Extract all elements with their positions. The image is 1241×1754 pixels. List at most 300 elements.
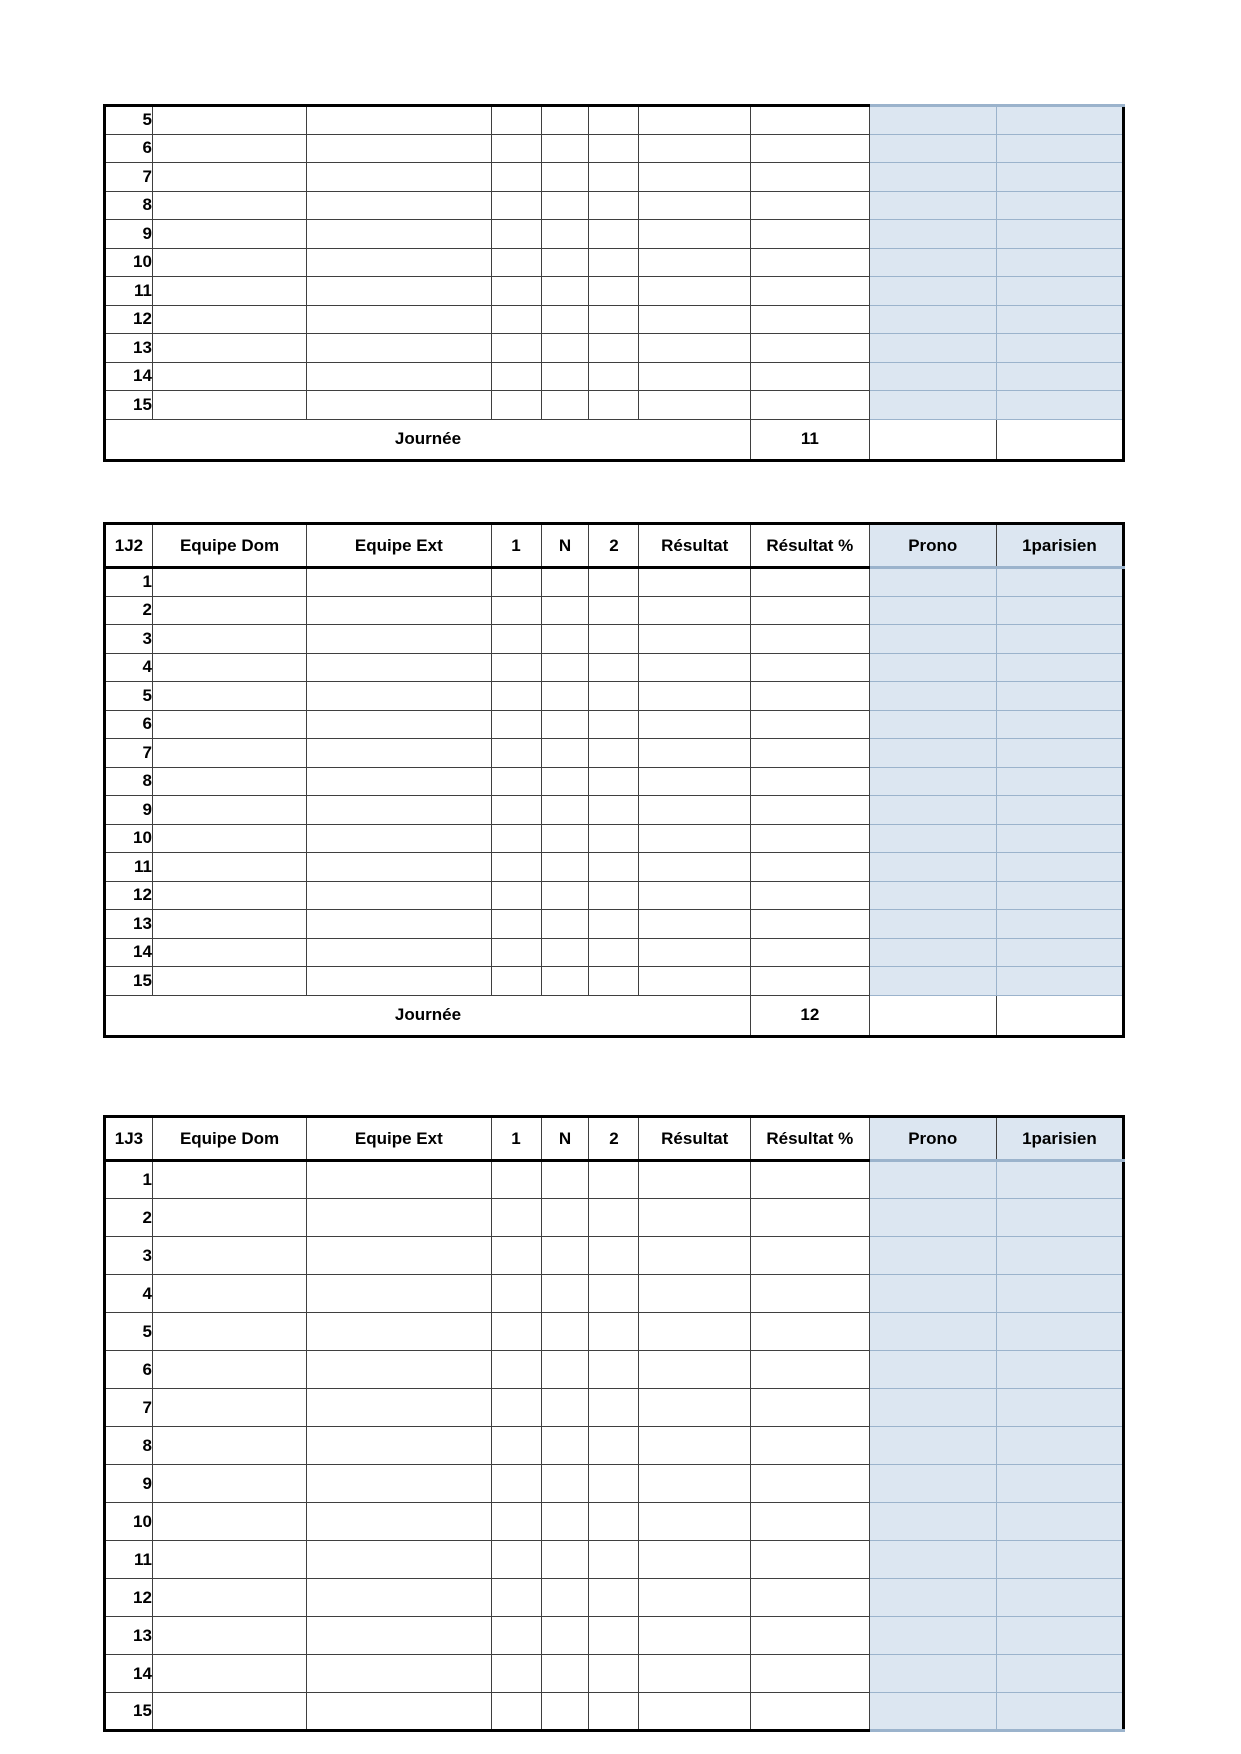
cell-equipe-dom[interactable] <box>152 1199 306 1237</box>
cell-resultat-pct[interactable] <box>750 682 869 711</box>
cell-prono[interactable] <box>869 853 996 882</box>
cell-2[interactable] <box>589 248 639 277</box>
cell-resultat-pct[interactable] <box>750 106 869 135</box>
cell-resultat[interactable] <box>639 305 750 334</box>
cell-resultat[interactable] <box>639 1541 750 1579</box>
cell-resultat-pct[interactable] <box>750 1199 869 1237</box>
cell-1[interactable] <box>491 1579 541 1617</box>
cell-resultat-pct[interactable] <box>750 220 869 249</box>
cell-prono[interactable] <box>869 1579 996 1617</box>
cell-equipe-ext[interactable] <box>307 653 491 682</box>
cell-n[interactable] <box>541 1351 589 1389</box>
cell-1parisien[interactable] <box>996 739 1123 768</box>
cell-equipe-dom[interactable] <box>152 1693 306 1731</box>
cell-equipe-ext[interactable] <box>307 191 491 220</box>
cell-n[interactable] <box>541 163 589 192</box>
cell-equipe-dom[interactable] <box>152 134 306 163</box>
cell-equipe-ext[interactable] <box>307 1313 491 1351</box>
cell-1parisien[interactable] <box>996 881 1123 910</box>
cell-equipe-dom[interactable] <box>152 568 306 597</box>
cell-resultat[interactable] <box>639 106 750 135</box>
cell-equipe-dom[interactable] <box>152 248 306 277</box>
cell-1[interactable] <box>491 1313 541 1351</box>
cell-1[interactable] <box>491 881 541 910</box>
cell-prono[interactable] <box>869 134 996 163</box>
cell-resultat[interactable] <box>639 248 750 277</box>
journee-prono-cell[interactable] <box>869 995 996 1036</box>
cell-n[interactable] <box>541 1389 589 1427</box>
cell-2[interactable] <box>589 625 639 654</box>
cell-equipe-ext[interactable] <box>307 1351 491 1389</box>
cell-2[interactable] <box>589 1161 639 1199</box>
cell-equipe-ext[interactable] <box>307 106 491 135</box>
cell-2[interactable] <box>589 362 639 391</box>
cell-prono[interactable] <box>869 220 996 249</box>
cell-n[interactable] <box>541 1427 589 1465</box>
cell-n[interactable] <box>541 1579 589 1617</box>
cell-n[interactable] <box>541 1237 589 1275</box>
cell-1[interactable] <box>491 739 541 768</box>
cell-2[interactable] <box>589 796 639 825</box>
cell-resultat[interactable] <box>639 191 750 220</box>
cell-1[interactable] <box>491 391 541 420</box>
cell-2[interactable] <box>589 1503 639 1541</box>
cell-2[interactable] <box>589 1275 639 1313</box>
cell-equipe-dom[interactable] <box>152 739 306 768</box>
cell-resultat[interactable] <box>639 1427 750 1465</box>
cell-equipe-dom[interactable] <box>152 1427 306 1465</box>
cell-equipe-dom[interactable] <box>152 305 306 334</box>
cell-1[interactable] <box>491 796 541 825</box>
cell-1[interactable] <box>491 134 541 163</box>
cell-prono[interactable] <box>869 1161 996 1199</box>
cell-resultat[interactable] <box>639 853 750 882</box>
cell-resultat[interactable] <box>639 568 750 597</box>
cell-2[interactable] <box>589 1579 639 1617</box>
cell-resultat-pct[interactable] <box>750 334 869 363</box>
cell-prono[interactable] <box>869 653 996 682</box>
cell-2[interactable] <box>589 391 639 420</box>
cell-prono[interactable] <box>869 568 996 597</box>
cell-resultat[interactable] <box>639 334 750 363</box>
cell-resultat-pct[interactable] <box>750 568 869 597</box>
cell-n[interactable] <box>541 1313 589 1351</box>
cell-prono[interactable] <box>869 1389 996 1427</box>
cell-1[interactable] <box>491 682 541 711</box>
cell-resultat-pct[interactable] <box>750 596 869 625</box>
cell-1parisien[interactable] <box>996 362 1123 391</box>
cell-prono[interactable] <box>869 1199 996 1237</box>
cell-resultat-pct[interactable] <box>750 1389 869 1427</box>
cell-resultat[interactable] <box>639 134 750 163</box>
cell-resultat-pct[interactable] <box>750 191 869 220</box>
cell-n[interactable] <box>541 938 589 967</box>
cell-resultat[interactable] <box>639 391 750 420</box>
cell-1parisien[interactable] <box>996 824 1123 853</box>
cell-resultat[interactable] <box>639 1313 750 1351</box>
cell-1parisien[interactable] <box>996 625 1123 654</box>
cell-1parisien[interactable] <box>996 710 1123 739</box>
cell-1parisien[interactable] <box>996 568 1123 597</box>
cell-resultat-pct[interactable] <box>750 134 869 163</box>
cell-n[interactable] <box>541 1275 589 1313</box>
cell-resultat-pct[interactable] <box>750 391 869 420</box>
cell-equipe-ext[interactable] <box>307 938 491 967</box>
cell-resultat[interactable] <box>639 362 750 391</box>
cell-resultat[interactable] <box>639 710 750 739</box>
cell-equipe-ext[interactable] <box>307 305 491 334</box>
cell-2[interactable] <box>589 1427 639 1465</box>
cell-resultat-pct[interactable] <box>750 824 869 853</box>
cell-prono[interactable] <box>869 1617 996 1655</box>
cell-2[interactable] <box>589 767 639 796</box>
cell-n[interactable] <box>541 625 589 654</box>
cell-1[interactable] <box>491 967 541 996</box>
cell-prono[interactable] <box>869 596 996 625</box>
cell-1parisien[interactable] <box>996 1693 1123 1731</box>
cell-n[interactable] <box>541 391 589 420</box>
cell-resultat-pct[interactable] <box>750 1237 869 1275</box>
cell-equipe-dom[interactable] <box>152 881 306 910</box>
cell-resultat[interactable] <box>639 967 750 996</box>
cell-n[interactable] <box>541 682 589 711</box>
cell-1[interactable] <box>491 305 541 334</box>
cell-prono[interactable] <box>869 796 996 825</box>
cell-resultat-pct[interactable] <box>750 881 869 910</box>
cell-prono[interactable] <box>869 391 996 420</box>
cell-1parisien[interactable] <box>996 277 1123 306</box>
cell-prono[interactable] <box>869 334 996 363</box>
cell-n[interactable] <box>541 1161 589 1199</box>
cell-resultat-pct[interactable] <box>750 1313 869 1351</box>
cell-1[interactable] <box>491 220 541 249</box>
cell-resultat-pct[interactable] <box>750 796 869 825</box>
cell-n[interactable] <box>541 1655 589 1693</box>
cell-1[interactable] <box>491 362 541 391</box>
cell-1[interactable] <box>491 596 541 625</box>
cell-resultat-pct[interactable] <box>750 625 869 654</box>
cell-2[interactable] <box>589 305 639 334</box>
cell-resultat-pct[interactable] <box>750 248 869 277</box>
cell-1[interactable] <box>491 1541 541 1579</box>
cell-1[interactable] <box>491 853 541 882</box>
cell-1parisien[interactable] <box>996 767 1123 796</box>
cell-2[interactable] <box>589 653 639 682</box>
cell-prono[interactable] <box>869 1427 996 1465</box>
cell-2[interactable] <box>589 1237 639 1275</box>
cell-n[interactable] <box>541 596 589 625</box>
cell-equipe-dom[interactable] <box>152 106 306 135</box>
cell-1parisien[interactable] <box>996 1427 1123 1465</box>
cell-n[interactable] <box>541 853 589 882</box>
cell-1parisien[interactable] <box>996 796 1123 825</box>
cell-2[interactable] <box>589 710 639 739</box>
cell-n[interactable] <box>541 106 589 135</box>
cell-2[interactable] <box>589 910 639 939</box>
cell-1parisien[interactable] <box>996 1655 1123 1693</box>
cell-n[interactable] <box>541 881 589 910</box>
cell-equipe-dom[interactable] <box>152 682 306 711</box>
cell-equipe-ext[interactable] <box>307 1579 491 1617</box>
cell-1[interactable] <box>491 710 541 739</box>
cell-n[interactable] <box>541 568 589 597</box>
cell-equipe-dom[interactable] <box>152 220 306 249</box>
cell-equipe-ext[interactable] <box>307 967 491 996</box>
cell-1[interactable] <box>491 248 541 277</box>
cell-equipe-dom[interactable] <box>152 1465 306 1503</box>
cell-resultat-pct[interactable] <box>750 1541 869 1579</box>
cell-2[interactable] <box>589 134 639 163</box>
journee-number[interactable]: 12 <box>750 995 869 1036</box>
cell-n[interactable] <box>541 1693 589 1731</box>
cell-resultat[interactable] <box>639 1579 750 1617</box>
cell-2[interactable] <box>589 191 639 220</box>
cell-n[interactable] <box>541 191 589 220</box>
cell-2[interactable] <box>589 1655 639 1693</box>
cell-equipe-dom[interactable] <box>152 653 306 682</box>
cell-prono[interactable] <box>869 1351 996 1389</box>
cell-resultat-pct[interactable] <box>750 1655 869 1693</box>
cell-prono[interactable] <box>869 739 996 768</box>
cell-resultat[interactable] <box>639 682 750 711</box>
cell-n[interactable] <box>541 1465 589 1503</box>
cell-equipe-ext[interactable] <box>307 710 491 739</box>
cell-prono[interactable] <box>869 938 996 967</box>
cell-equipe-dom[interactable] <box>152 1389 306 1427</box>
journee-number[interactable]: 11 <box>750 419 869 460</box>
cell-resultat[interactable] <box>639 1693 750 1731</box>
cell-equipe-dom[interactable] <box>152 910 306 939</box>
cell-1parisien[interactable] <box>996 163 1123 192</box>
cell-resultat[interactable] <box>639 910 750 939</box>
cell-equipe-dom[interactable] <box>152 767 306 796</box>
cell-prono[interactable] <box>869 305 996 334</box>
cell-1parisien[interactable] <box>996 1161 1123 1199</box>
cell-resultat-pct[interactable] <box>750 1351 869 1389</box>
cell-n[interactable] <box>541 134 589 163</box>
cell-1[interactable] <box>491 1655 541 1693</box>
cell-equipe-dom[interactable] <box>152 596 306 625</box>
cell-n[interactable] <box>541 710 589 739</box>
cell-equipe-ext[interactable] <box>307 277 491 306</box>
cell-n[interactable] <box>541 796 589 825</box>
cell-resultat[interactable] <box>639 1351 750 1389</box>
cell-resultat-pct[interactable] <box>750 767 869 796</box>
cell-prono[interactable] <box>869 682 996 711</box>
cell-1[interactable] <box>491 1199 541 1237</box>
cell-1[interactable] <box>491 625 541 654</box>
cell-prono[interactable] <box>869 277 996 306</box>
cell-2[interactable] <box>589 1541 639 1579</box>
cell-resultat[interactable] <box>639 163 750 192</box>
cell-1parisien[interactable] <box>996 1541 1123 1579</box>
cell-resultat-pct[interactable] <box>750 362 869 391</box>
cell-prono[interactable] <box>869 767 996 796</box>
cell-2[interactable] <box>589 163 639 192</box>
cell-2[interactable] <box>589 334 639 363</box>
cell-resultat-pct[interactable] <box>750 967 869 996</box>
cell-equipe-dom[interactable] <box>152 710 306 739</box>
cell-equipe-ext[interactable] <box>307 391 491 420</box>
cell-equipe-ext[interactable] <box>307 1389 491 1427</box>
cell-resultat[interactable] <box>639 625 750 654</box>
cell-n[interactable] <box>541 1199 589 1237</box>
cell-1parisien[interactable] <box>996 1313 1123 1351</box>
cell-equipe-dom[interactable] <box>152 334 306 363</box>
cell-equipe-dom[interactable] <box>152 191 306 220</box>
cell-equipe-dom[interactable] <box>152 362 306 391</box>
cell-n[interactable] <box>541 1503 589 1541</box>
cell-2[interactable] <box>589 824 639 853</box>
cell-1parisien[interactable] <box>996 967 1123 996</box>
cell-prono[interactable] <box>869 248 996 277</box>
cell-2[interactable] <box>589 220 639 249</box>
cell-prono[interactable] <box>869 1541 996 1579</box>
cell-1parisien[interactable] <box>996 1199 1123 1237</box>
cell-1parisien[interactable] <box>996 910 1123 939</box>
cell-prono[interactable] <box>869 710 996 739</box>
cell-2[interactable] <box>589 1389 639 1427</box>
cell-resultat-pct[interactable] <box>750 1161 869 1199</box>
cell-equipe-ext[interactable] <box>307 1617 491 1655</box>
cell-prono[interactable] <box>869 967 996 996</box>
cell-1parisien[interactable] <box>996 938 1123 967</box>
cell-1parisien[interactable] <box>996 1503 1123 1541</box>
cell-1[interactable] <box>491 334 541 363</box>
cell-1[interactable] <box>491 1351 541 1389</box>
cell-1[interactable] <box>491 1503 541 1541</box>
cell-1[interactable] <box>491 653 541 682</box>
cell-equipe-ext[interactable] <box>307 1655 491 1693</box>
cell-equipe-ext[interactable] <box>307 881 491 910</box>
cell-resultat[interactable] <box>639 1275 750 1313</box>
cell-resultat[interactable] <box>639 824 750 853</box>
cell-1parisien[interactable] <box>996 191 1123 220</box>
cell-resultat[interactable] <box>639 1465 750 1503</box>
cell-resultat-pct[interactable] <box>750 1275 869 1313</box>
cell-1parisien[interactable] <box>996 653 1123 682</box>
cell-resultat[interactable] <box>639 1655 750 1693</box>
cell-equipe-dom[interactable] <box>152 796 306 825</box>
cell-prono[interactable] <box>869 1693 996 1731</box>
cell-1[interactable] <box>491 910 541 939</box>
cell-equipe-dom[interactable] <box>152 163 306 192</box>
cell-n[interactable] <box>541 248 589 277</box>
cell-equipe-dom[interactable] <box>152 1503 306 1541</box>
cell-resultat-pct[interactable] <box>750 710 869 739</box>
cell-1[interactable] <box>491 824 541 853</box>
cell-equipe-ext[interactable] <box>307 625 491 654</box>
journee-prono-cell[interactable] <box>869 419 996 460</box>
cell-equipe-dom[interactable] <box>152 938 306 967</box>
cell-1parisien[interactable] <box>996 305 1123 334</box>
cell-n[interactable] <box>541 334 589 363</box>
cell-equipe-ext[interactable] <box>307 220 491 249</box>
cell-resultat-pct[interactable] <box>750 653 869 682</box>
cell-1parisien[interactable] <box>996 1237 1123 1275</box>
cell-resultat[interactable] <box>639 739 750 768</box>
cell-equipe-ext[interactable] <box>307 796 491 825</box>
cell-equipe-dom[interactable] <box>152 824 306 853</box>
cell-2[interactable] <box>589 853 639 882</box>
cell-1parisien[interactable] <box>996 682 1123 711</box>
cell-2[interactable] <box>589 1465 639 1503</box>
cell-2[interactable] <box>589 1199 639 1237</box>
cell-2[interactable] <box>589 277 639 306</box>
cell-equipe-ext[interactable] <box>307 362 491 391</box>
cell-2[interactable] <box>589 1693 639 1731</box>
cell-resultat-pct[interactable] <box>750 1693 869 1731</box>
cell-2[interactable] <box>589 1617 639 1655</box>
cell-2[interactable] <box>589 682 639 711</box>
cell-equipe-dom[interactable] <box>152 1655 306 1693</box>
cell-1parisien[interactable] <box>996 220 1123 249</box>
cell-prono[interactable] <box>869 191 996 220</box>
cell-1parisien[interactable] <box>996 134 1123 163</box>
cell-equipe-ext[interactable] <box>307 1199 491 1237</box>
cell-equipe-dom[interactable] <box>152 853 306 882</box>
journee-1parisien-cell[interactable] <box>996 419 1123 460</box>
cell-equipe-ext[interactable] <box>307 334 491 363</box>
cell-equipe-ext[interactable] <box>307 596 491 625</box>
cell-equipe-ext[interactable] <box>307 767 491 796</box>
cell-resultat-pct[interactable] <box>750 163 869 192</box>
cell-n[interactable] <box>541 739 589 768</box>
cell-equipe-ext[interactable] <box>307 1465 491 1503</box>
cell-resultat-pct[interactable] <box>750 1427 869 1465</box>
cell-1parisien[interactable] <box>996 1617 1123 1655</box>
cell-equipe-dom[interactable] <box>152 1275 306 1313</box>
cell-equipe-ext[interactable] <box>307 248 491 277</box>
cell-resultat-pct[interactable] <box>750 1579 869 1617</box>
cell-equipe-dom[interactable] <box>152 625 306 654</box>
cell-prono[interactable] <box>869 362 996 391</box>
cell-prono[interactable] <box>869 1275 996 1313</box>
cell-equipe-dom[interactable] <box>152 1313 306 1351</box>
cell-equipe-dom[interactable] <box>152 391 306 420</box>
cell-equipe-ext[interactable] <box>307 1693 491 1731</box>
cell-resultat[interactable] <box>639 938 750 967</box>
cell-resultat-pct[interactable] <box>750 1617 869 1655</box>
cell-2[interactable] <box>589 1313 639 1351</box>
cell-equipe-ext[interactable] <box>307 910 491 939</box>
cell-resultat-pct[interactable] <box>750 739 869 768</box>
cell-equipe-ext[interactable] <box>307 134 491 163</box>
cell-resultat[interactable] <box>639 1389 750 1427</box>
cell-resultat-pct[interactable] <box>750 853 869 882</box>
cell-1parisien[interactable] <box>996 853 1123 882</box>
cell-n[interactable] <box>541 362 589 391</box>
cell-2[interactable] <box>589 938 639 967</box>
cell-1parisien[interactable] <box>996 1579 1123 1617</box>
cell-prono[interactable] <box>869 106 996 135</box>
cell-n[interactable] <box>541 967 589 996</box>
cell-1[interactable] <box>491 277 541 306</box>
cell-equipe-ext[interactable] <box>307 853 491 882</box>
cell-1[interactable] <box>491 568 541 597</box>
cell-equipe-dom[interactable] <box>152 1161 306 1199</box>
cell-n[interactable] <box>541 653 589 682</box>
cell-1parisien[interactable] <box>996 1351 1123 1389</box>
cell-equipe-dom[interactable] <box>152 277 306 306</box>
cell-resultat[interactable] <box>639 1617 750 1655</box>
cell-prono[interactable] <box>869 1313 996 1351</box>
cell-equipe-ext[interactable] <box>307 163 491 192</box>
journee-1parisien-cell[interactable] <box>996 995 1123 1036</box>
cell-prono[interactable] <box>869 163 996 192</box>
cell-1[interactable] <box>491 1389 541 1427</box>
cell-1[interactable] <box>491 1275 541 1313</box>
